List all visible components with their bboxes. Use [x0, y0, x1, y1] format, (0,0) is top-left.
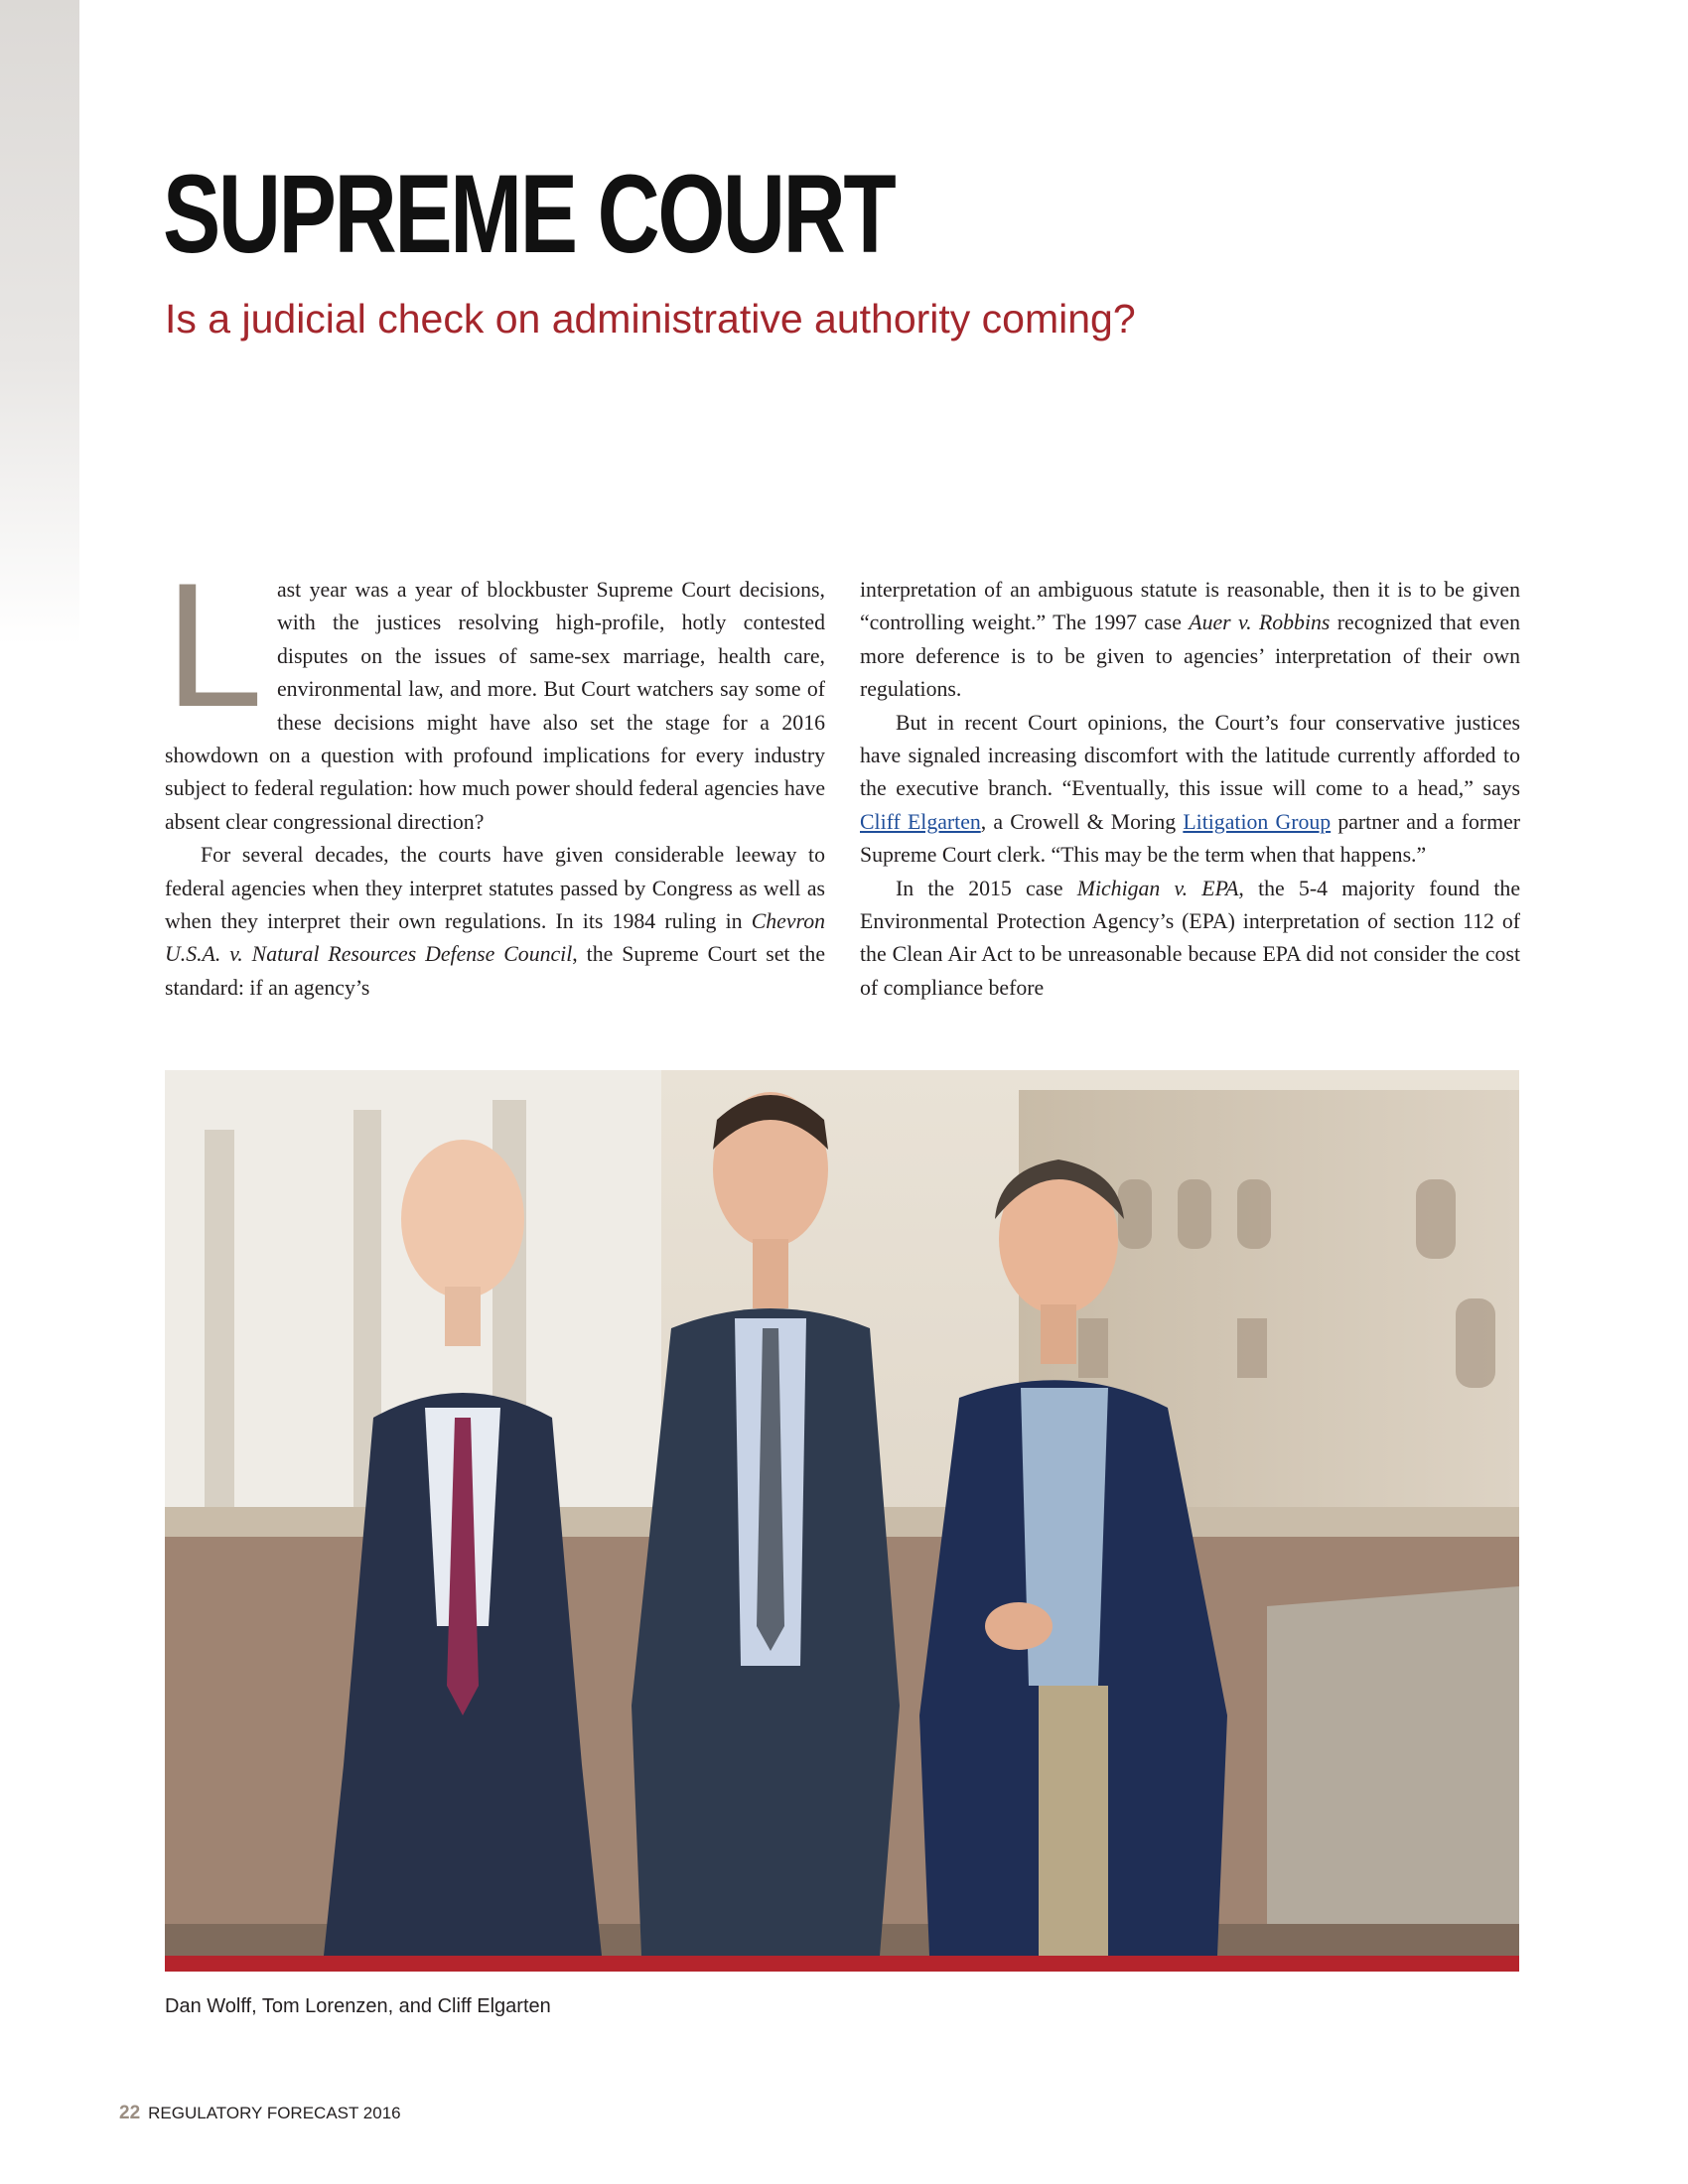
- link-litigation-group[interactable]: Litigation Group: [1183, 809, 1332, 834]
- text-run: , the 5-4 majority found the Environmental Protection Agency’s (EPA) interpretation of section 112 of the Clean Air Act to be unreasonable because EPA did not consider the cost of compliance before: [860, 876, 1520, 1000]
- publication-name: REGULATORY FORECAST 2016: [148, 2104, 401, 2122]
- article-title: SUPREME COURT: [163, 152, 895, 276]
- drop-cap: L: [165, 546, 263, 744]
- right-paragraph-1: [860, 574, 1520, 707]
- left-paragraph-1: [165, 546, 825, 839]
- side-gradient-band: [0, 0, 79, 645]
- left-column: [165, 546, 825, 1005]
- case-name-michigan: Michigan v. EPA: [1076, 876, 1239, 900]
- right-paragraph-3: [860, 873, 1520, 1006]
- group-photo: [165, 1070, 1519, 1956]
- text-run: interpretation of an ambiguous statute is reasonable, then it is to be given “controlling weight.” The 1997 case: [860, 578, 1520, 635]
- page-number: 22: [119, 2103, 141, 2123]
- text-run: But in recent Court opinions, the Court’s four conservative justices have signaled increasing discomfort with the latitude currently afforded to the executive branch. “Eventually, this issue will come to a head,” says: [860, 710, 1520, 801]
- text-run: , a Crowell & Moring: [980, 809, 1184, 834]
- photo-caption: Dan Wolff, Tom Lorenzen, and Cliff Elgarten: [165, 1995, 551, 2017]
- text-run: , the Supreme Court set the standard: if an agency’s: [165, 942, 825, 1000]
- case-name-auer: Auer v. Robbins: [1189, 611, 1331, 635]
- left-paragraph-2: [165, 839, 825, 1005]
- text-run: For several decades, the courts have given considerable leeway to federal agencies when they interpret statutes passed by Congress as well as when they interpret their own regulations. In its 1984 ruling in: [165, 843, 825, 934]
- link-cliff-elgarten[interactable]: Cliff Elgarten: [860, 809, 981, 834]
- case-name-chevron: Chevron U.S.A. v. Natural Resources Defense Council: [165, 909, 825, 967]
- right-paragraph-2: [860, 707, 1520, 873]
- page-footer: [119, 2103, 401, 2124]
- stone-ledge: [1267, 1586, 1519, 1956]
- text-run: partner and a former Supreme Court clerk. “This may be the term when that happens.”: [860, 809, 1521, 868]
- left-paragraph-1-text: ast year was a year of blockbuster Supreme Court decisions, with the justices resolving high-profile, hotly contested disputes on the issues of same-sex marriage, health care, environmental law, and more. But Court watchers say some of these decisions might have also set the stage for a 2016 showdown on a question with profound implications for every industry subject to federal regulation: how much power should federal agencies have absent clear congressional direction?: [165, 578, 825, 834]
- text-run: recognized that even more deference is to be given to agencies’ interpretation of their own regulations.: [860, 611, 1520, 702]
- article-subtitle: Is a judicial check on administrative authority coming?: [165, 296, 1136, 341]
- photo-accent-rule: [165, 1956, 1519, 1972]
- text-run: In the 2015 case: [896, 876, 1077, 900]
- group-photo-illustration: [165, 1070, 1519, 1956]
- right-column: [860, 574, 1520, 1005]
